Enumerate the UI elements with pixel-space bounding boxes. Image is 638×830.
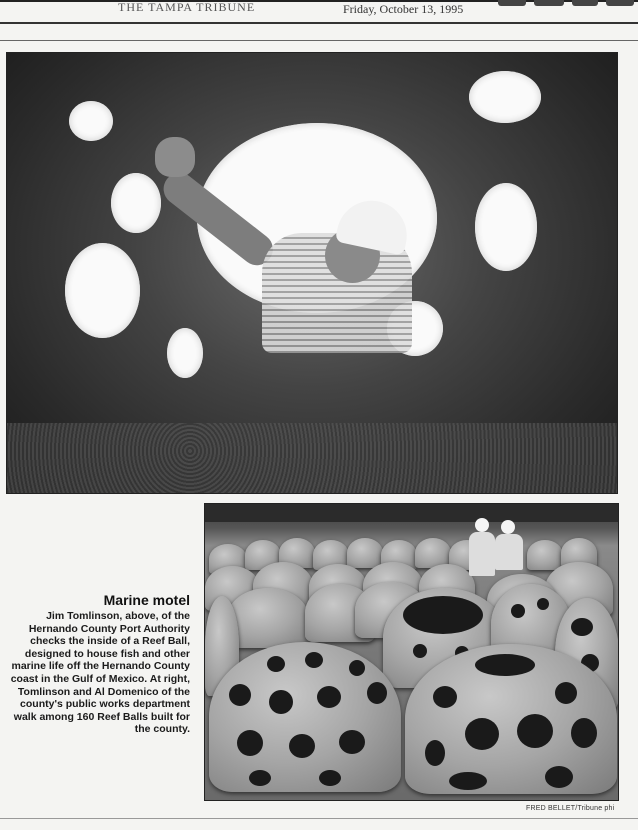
reef-balls-field-photo (204, 503, 619, 801)
section-header-fragment (490, 0, 638, 8)
caption-line: Jim Tomlinson, above, of the (46, 610, 190, 622)
caption-body (8, 610, 190, 736)
header-thin-rule (0, 40, 638, 41)
caption-line: designed to house fish and other (24, 647, 190, 660)
header-rule (0, 22, 638, 24)
caption-line: Tomlinson and Al Domenico of the (17, 685, 190, 698)
caption-title: Marine motel (103, 592, 190, 608)
caption-line: checks the inside of a Reef Ball, (30, 635, 190, 648)
newspaper-name: THE TAMPA TRIBUNE (118, 0, 256, 14)
caption-line: coast in the Gulf of Mexico. At right, (10, 672, 190, 685)
caption-line: Hernando County Port Authority (28, 622, 190, 635)
bottom-rule (0, 818, 638, 819)
reef-ball-interior-photo (6, 52, 618, 494)
hand (155, 137, 195, 177)
caption-line: county's public works department (20, 698, 190, 711)
caption-line: the county. (134, 723, 190, 736)
caption-line: marine life off the Hernando County (11, 660, 190, 673)
photo-credit: FRED BELLET/Tribune phi (526, 805, 615, 812)
caption-line: walk among 160 Reef Balls built for (13, 710, 190, 723)
dateline: Friday, October 13, 1995 (343, 2, 464, 16)
